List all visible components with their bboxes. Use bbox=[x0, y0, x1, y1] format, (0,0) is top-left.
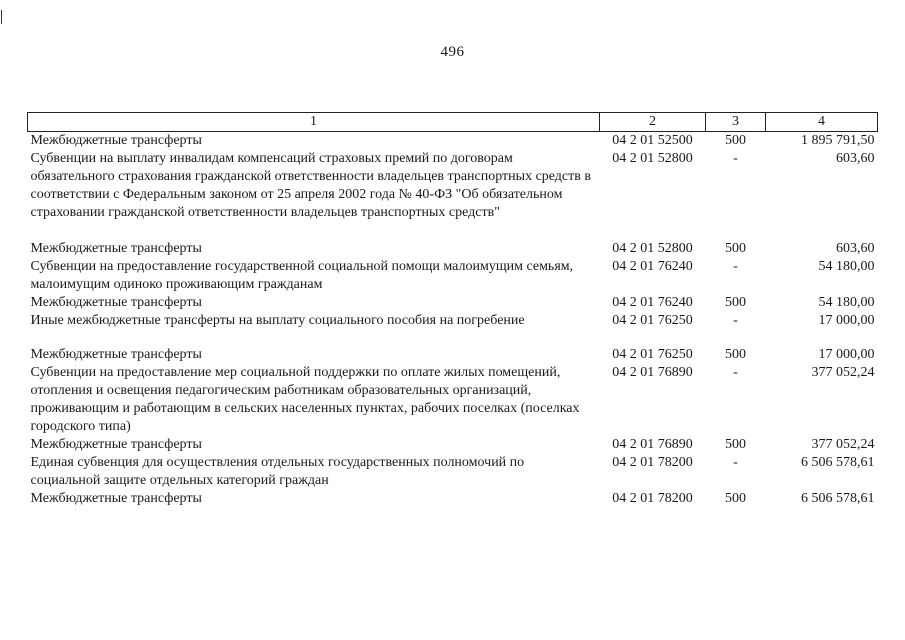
row-code: 04 2 01 76250 bbox=[612, 347, 693, 362]
column-header-code: 2 bbox=[600, 113, 706, 132]
row-description: Межбюджетные трансферты bbox=[30, 347, 202, 362]
page-number: 496 bbox=[440, 44, 465, 60]
column-header-description: 1 bbox=[28, 113, 600, 132]
table-header-row bbox=[28, 113, 878, 132]
table-row bbox=[28, 240, 878, 258]
column-header-amount: 4 bbox=[766, 113, 878, 132]
row-description: Межбюджетные трансферты bbox=[30, 295, 202, 310]
row-amount: 6 506 578,61 bbox=[801, 491, 875, 506]
row-code: 04 2 01 52800 bbox=[612, 241, 693, 256]
row-type: 500 bbox=[725, 133, 746, 148]
row-description: Межбюджетные трансферты bbox=[30, 241, 202, 256]
row-amount: 54 180,00 bbox=[818, 259, 875, 274]
row-amount: 377 052,24 bbox=[811, 365, 875, 380]
row-amount: 377 052,24 bbox=[811, 437, 875, 452]
row-description: Субвенции на предоставление государственной социальной помощи малоимущим семьям, малоимущим одиноко проживающим гражданам bbox=[30, 259, 574, 292]
row-amount: 54 180,00 bbox=[818, 295, 875, 310]
table-row bbox=[28, 490, 878, 508]
table-row bbox=[28, 258, 878, 294]
row-description: Субвенции на выплату инвалидам компенсаций страховых премий по договорам обязательного страхования гражданской ответственности владельцев транспортных средств в соответствии с Федеральным законом от 25 апреля 2002 года № 40-ФЗ "Об обязательном страховании гражданской ответственности владельцев транспортных средств" bbox=[30, 151, 591, 220]
row-description: Единая субвенция для осуществления отдельных государственных полномочий по социальной защите отдельных категорий граждан bbox=[30, 455, 525, 488]
table-row bbox=[28, 132, 878, 151]
row-description: Субвенции на предоставление мер социальной поддержки по оплате жилых помещений, отопления и освещения педагогическим работникам образовательных организаций, проживающим и работающим в сельских населенных пунктах, рабочих поселках (поселках городского типа) bbox=[30, 365, 580, 434]
table-row bbox=[28, 312, 878, 346]
table-row bbox=[28, 150, 878, 240]
row-type: 500 bbox=[725, 491, 746, 506]
row-type: 500 bbox=[725, 241, 746, 256]
row-description: Межбюджетные трансферты bbox=[30, 437, 202, 452]
table-row bbox=[28, 294, 878, 312]
row-amount: 17 000,00 bbox=[818, 313, 875, 328]
row-code: 04 2 01 76240 bbox=[612, 295, 693, 310]
scan-edge-mark bbox=[1, 10, 2, 24]
row-code: 04 2 01 76240 bbox=[612, 259, 693, 274]
row-code: 04 2 01 52500 bbox=[612, 133, 693, 148]
row-type: 500 bbox=[725, 437, 746, 452]
row-type: - bbox=[733, 313, 738, 328]
row-code: 04 2 01 76890 bbox=[612, 437, 693, 452]
row-amount: 603,60 bbox=[836, 151, 875, 166]
table-row bbox=[28, 436, 878, 454]
row-code: 04 2 01 76250 bbox=[612, 313, 693, 328]
row-type: - bbox=[733, 151, 738, 166]
row-amount: 6 506 578,61 bbox=[801, 455, 875, 470]
row-code: 04 2 01 52800 bbox=[612, 151, 693, 166]
row-description: Межбюджетные трансферты bbox=[30, 491, 202, 506]
budget-table bbox=[27, 112, 878, 508]
row-amount: 603,60 bbox=[836, 241, 875, 256]
row-description: Иные межбюджетные трансферты на выплату социального пособия на погребение bbox=[30, 313, 525, 328]
table-row bbox=[28, 454, 878, 490]
row-amount: 1 895 791,50 bbox=[801, 133, 875, 148]
table-row bbox=[28, 346, 878, 364]
row-description: Межбюджетные трансферты bbox=[30, 133, 202, 148]
row-type: - bbox=[733, 455, 738, 470]
row-amount: 17 000,00 bbox=[818, 347, 875, 362]
row-type: 500 bbox=[725, 347, 746, 362]
column-header-type: 3 bbox=[706, 113, 766, 132]
row-code: 04 2 01 78200 bbox=[612, 455, 693, 470]
row-code: 04 2 01 76890 bbox=[612, 365, 693, 380]
row-type: - bbox=[733, 259, 738, 274]
row-code: 04 2 01 78200 bbox=[612, 491, 693, 506]
table-row bbox=[28, 364, 878, 436]
row-type: 500 bbox=[725, 295, 746, 310]
row-type: - bbox=[733, 365, 738, 380]
